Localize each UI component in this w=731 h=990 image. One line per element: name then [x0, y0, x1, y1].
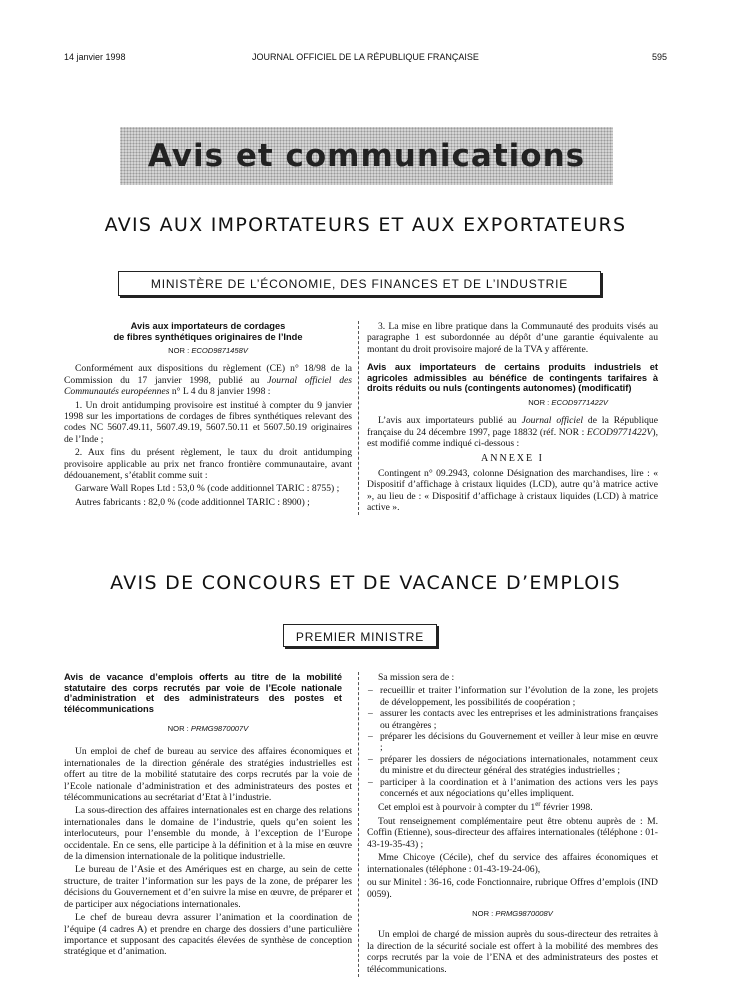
- list-item: – recueillir et traiter l’information sur l’évolution de la zone, les projets de développement, les possibilités de coopération ;: [377, 685, 658, 708]
- text-run: Cet emploi est à pourvoir à compter du 1: [378, 802, 536, 814]
- paragraph: 1. Un droit antidumping provisoire est institué à compter du 9 janvier 1998 sur les importations de cordages de fibres synthétiques relevant des codes NC 5607.49.11, 5607.49.19, 5607.50.11 et 5607.50.19 originaires de l’Inde ;: [64, 399, 352, 445]
- list-item: – assurer les contacts avec les entreprises et les administrations françaises ou étrangères ;: [377, 708, 658, 731]
- text-run: février 1998.: [540, 802, 593, 814]
- paragraph: 3. La mise en libre pratique dans la Communauté des produits visés au paragraphe 1 est subordonnée au dépôt d’une garantie équivalente au montant du droit provisoire majoré de la TVA y afférente.: [367, 321, 658, 355]
- annexe-heading: ANNEXE I: [481, 453, 544, 465]
- paragraph: Garware Wall Ropes Ltd : 53,0 % (code additionnel TARIC : 8755) ;: [75, 483, 340, 495]
- section-heading-concours: AVIS DE CONCOURS ET DE VACANCE D’EMPLOIS: [110, 572, 621, 594]
- nor-reference: [64, 723, 352, 734]
- list-item: – participer à la coordination et à l’animation des actions vers les pays concernés et aux négociations qu’elles impliquent.: [377, 777, 658, 800]
- nor-code: PRMG9870008V: [495, 908, 553, 918]
- paragraph: ou sur Minitel : 36-16, code Fonctionnaire, rubrique Offres d’emplois (IND 0059).: [367, 877, 658, 900]
- paragraph: Tout renseignement complémentaire peut être obtenu auprès de : M. Coffin (Etienne), sous-directeur des affaires internationales (téléphone : 01-43-19-35-43) ;: [367, 816, 658, 850]
- nor-label: NOR :: [168, 346, 190, 355]
- ministry-box-economie: MINISTÈRE DE L’ÉCONOMIE, DES FINANCES ET DE L’INDUSTRIE: [118, 271, 601, 296]
- journal-reference: Journal officiel des Communautés européennes: [64, 374, 352, 398]
- nor-code: ECOD9871458V: [191, 346, 248, 355]
- paragraph: Contingent n° 09.2943, colonne Désignation des marchandises, lire : « Dispositif d’affichage à cristaux liquides (LCD), autre qu’à matrice active », au lieu de : « Dispositif d’affichage à cristaux liquides (LCD) à matrice active ».: [367, 467, 658, 513]
- notice-title-vacance: Avis de vacance d’emplois offerts au titre de la mobilité statutaire des corps recrutés par voie de l’Ecole nationale d’administration et des administrateurs des postes et télécommunications: [64, 672, 342, 714]
- paragraph: Le bureau de l’Asie et des Amériques est en charge, au sein de cette structure, de traiter l’information sur les pays de la zone, de préparer les décisions du Gouvernement et d’en suivre la mise en œuvre, de préparer et de participer aux négociations internationales.: [64, 864, 352, 910]
- paragraph: Un emploi de chef de bureau au service des affaires économiques et internationales de la direction générale des stratégies industrielles est offert au titre de la mobilité statutaire des corps recrutés par la voie de l’Ecole nationale d’administration et des administrateurs des postes et télécommunications au secrétariat d’Etat à l’industrie.: [64, 746, 352, 804]
- text-run: de la République française du 24 décembre 1997, page 18832 (réf. NOR :: [367, 415, 658, 438]
- nor-label: NOR :: [167, 724, 189, 733]
- text-run: L’avis aux importateurs publié au: [378, 415, 522, 427]
- paragraph: [367, 799, 658, 814]
- nor-label: NOR :: [472, 908, 494, 918]
- nor-reference: [367, 908, 658, 919]
- nor-code: ECOD9771422V: [551, 397, 608, 407]
- banner-title: Avis et communications: [147, 138, 586, 174]
- paragraph: [367, 415, 658, 449]
- journal-title: JOURNAL OFFICIEL DE LA RÉPUBLIQUE FRANÇAISE: [252, 52, 479, 62]
- nor-label: NOR :: [528, 397, 550, 407]
- ministry-box-premier-ministre: PREMIER MINISTRE: [283, 624, 437, 647]
- list-item: – préparer les décisions du Gouvernement et veiller à leur mise en œuvre ;: [377, 731, 658, 754]
- notice-title-line1: Avis aux importateurs de cordages: [130, 321, 286, 331]
- paragraph: Le chef de bureau devra assurer l’animation et la coordination de l’équipe (4 cadres A) et prendre en charge des dossiers d’une particulière importance et supposant des capacités élevées de synthèse de conception stratégique et d’animation.: [64, 912, 352, 958]
- mission-list: [367, 685, 658, 799]
- text-run: Conformément aux dispositions du règlement (CE) n° 18/98 de la Commission du 17 janvier 1998, publié au: [64, 363, 352, 386]
- notice-title-cordages: [64, 321, 352, 342]
- notice-title-line2: de fibres synthétiques originaires de l’Inde: [113, 331, 303, 342]
- column-left-section1: [64, 321, 352, 510]
- paragraph: 2. Aux fins du présent règlement, le taux du droit antidumping provisoire applicable au prix net franco frontière communautaire, avant dédouanement, s’établit comme suit :: [64, 447, 352, 482]
- notice-title-contingents: Avis aux importateurs de certains produits industriels et agricoles admissibles au bénéfice de contingents tarifaires à droits réduits ou nuls (contingents autonomes) (modificatif): [367, 362, 658, 394]
- paragraph: Sa mission sera de :: [378, 672, 455, 683]
- paragraph: [64, 363, 352, 397]
- running-header: [64, 52, 667, 66]
- column-right-section2: [358, 672, 658, 977]
- nor-code: PRMG9870007V: [190, 724, 249, 733]
- paragraph: Un emploi de chargé de mission auprès du sous-directeur des retraites à la direction de la sécurité sociale est offert à la mobilité des membres des corps recrutés par la voie de l’ENA et des administrateurs des postes et télécommunications.: [367, 929, 658, 975]
- list-item: – préparer les dossiers de négociations internationales, notamment ceux du ministre et du directeur général des stratégies industrielles ;: [377, 754, 658, 777]
- issue-date: 14 janvier 1998: [64, 52, 126, 62]
- column-left-section2: [64, 672, 352, 960]
- nor-code: ECOD9771422V: [586, 426, 653, 438]
- section-heading-importateurs: AVIS AUX IMPORTATEURS ET AUX EXPORTATEURS: [104, 214, 627, 236]
- journal-reference: Journal officiel: [521, 415, 584, 427]
- text-run: n° L 4 du 8 janvier 1998 :: [169, 386, 271, 398]
- page-number: 595: [651, 52, 667, 62]
- section-banner: [120, 127, 613, 185]
- nor-reference: [64, 345, 352, 356]
- paragraph: La sous-direction des affaires internationales est en charge des relations internationales dans le domaine de l’industrie, quels qu’en soient les interlocuteurs, pour l’ensemble du monde, à l’exception de l’Europe occidentale. En ce sens, elle participe à la définition et à la mise en œuvre de la dimension internationale de la politique industrielle.: [64, 805, 352, 863]
- paragraph: Mme Chicoye (Cécile), chef du service des affaires économiques et internationales (téléphone : 01-43-19-24-06),: [367, 852, 658, 875]
- nor-reference: [367, 397, 608, 408]
- column-right-section1: [358, 321, 658, 515]
- paragraph: Autres fabricants : 82,0 % (code additionnel TARIC : 8900) ;: [75, 496, 310, 508]
- superscript: er: [535, 800, 541, 809]
- text-run: ), est modifié comme indiqué ci-dessous :: [367, 426, 658, 449]
